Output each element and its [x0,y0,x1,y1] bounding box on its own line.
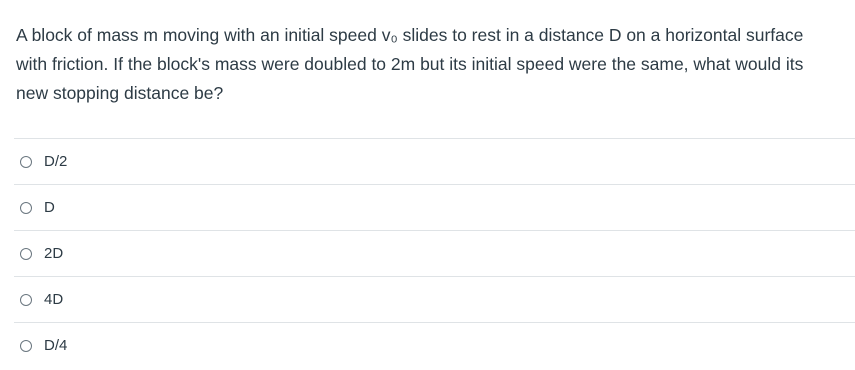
answer-label: D [44,199,55,216]
radio-button[interactable] [20,248,32,260]
answer-option[interactable] [14,231,855,277]
answer-option[interactable] [14,185,855,231]
answer-label: 2D [44,245,64,262]
question-text: A block of mass m moving with an initial speed v₀ slides to rest in a distance D on a horizontal surface with friction. If the block's mass were doubled to 2m but its initial speed were the same, what would its new stopping distance be? [16,25,804,103]
answer-label: D/4 [44,337,68,354]
radio-button[interactable] [20,202,32,214]
answer-option[interactable] [14,323,855,368]
answer-label: D/2 [44,153,68,170]
radio-button[interactable] [20,340,32,352]
answer-list [14,138,855,368]
radio-button[interactable] [20,294,32,306]
answer-label: 4D [44,291,64,308]
radio-button[interactable] [20,156,32,168]
answer-option[interactable] [14,139,855,185]
answer-option[interactable] [14,277,855,323]
